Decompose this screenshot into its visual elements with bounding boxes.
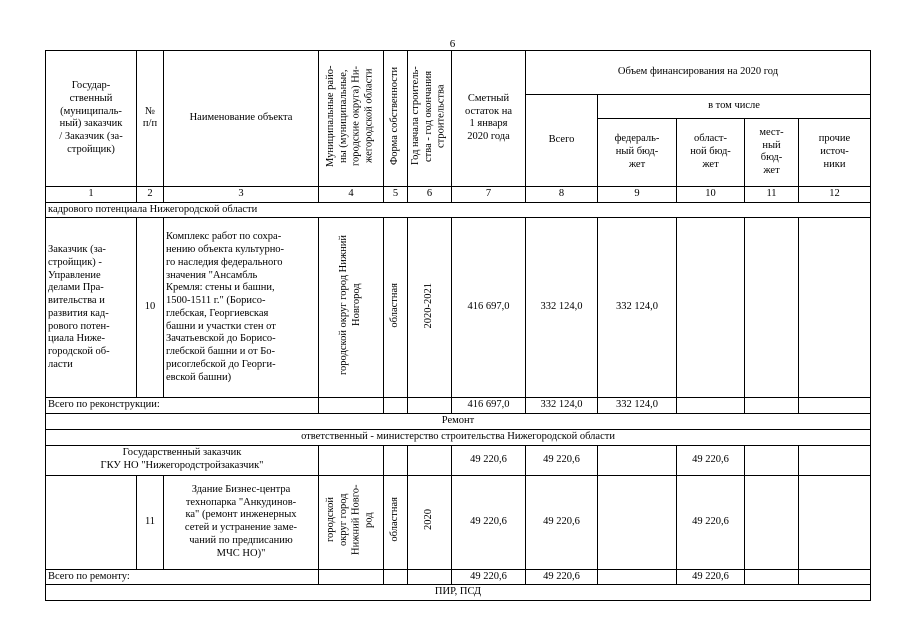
row-object: Комплекс работ по сохра- нению объекта культурно- го наследия федерального значения "Ансамбль Кремля: стены и башни, 1500-1511 г." (Борисо- глебская, Георгиевская башни и участки стен от Зачатьевской до Борисо- глебской башни и от Бо- рисоглебской до Георги- евской башни)	[164, 218, 319, 398]
row-object: Здание Бизнес-центра технопарка "Анкудинов- ка" (ремонт инженерных сетей и устранение заме- чаний по предписанию МЧС НО)"	[164, 475, 319, 569]
col-number: 4	[319, 186, 384, 202]
section-responsible: ответственный - министерство строительства Нижегородской области	[46, 429, 871, 445]
empty-cell	[408, 445, 452, 475]
empty-cell	[46, 475, 137, 569]
empty-cell	[319, 445, 384, 475]
empty-cell	[384, 569, 408, 585]
empty-cell	[745, 445, 799, 475]
empty-cell	[745, 475, 799, 569]
header-object-name: Наименование объекта	[164, 51, 319, 187]
empty-cell	[799, 445, 871, 475]
row-customer: Заказчик (за- стройщик) - Управление делами Пра- вительства и развития кад- рового потен- циала Ниже- городской об- ласти	[46, 218, 137, 398]
financing-table	[45, 50, 871, 601]
summary-estimate: 49 220,6	[452, 569, 526, 585]
summary-regional: 49 220,6	[677, 569, 745, 585]
summary-row	[46, 398, 871, 414]
row-estimate: 49 220,6	[452, 475, 526, 569]
section-continuation-title: кадрового потенциала Нижегородской области	[46, 202, 871, 218]
page-number: 6	[449, 38, 456, 50]
empty-cell	[799, 475, 871, 569]
summary-federal: 332 124,0	[598, 398, 677, 414]
table-row	[46, 218, 871, 398]
table-row	[46, 475, 871, 569]
empty-cell	[598, 445, 677, 475]
header-years: Год начала строитель- ства - год окончания строительства	[408, 51, 452, 187]
row-estimate: 49 220,6	[452, 445, 526, 475]
empty-cell	[384, 398, 408, 414]
row-customer: Государственный заказчик ГКУ НО "Нижегородстройзаказчик"	[46, 445, 319, 475]
row-ownership: областная	[384, 475, 408, 569]
empty-cell	[799, 569, 871, 585]
header-other: прочие источ- ники	[799, 118, 871, 186]
row-ownership: областная	[384, 218, 408, 398]
empty-cell	[408, 569, 452, 585]
col-number: 5	[384, 186, 408, 202]
col-number: 2	[137, 186, 164, 202]
summary-label: Всего по ремонту:	[46, 569, 319, 585]
col-number: 10	[677, 186, 745, 202]
summary-estimate: 416 697,0	[452, 398, 526, 414]
header-regional: област- ной бюд- жет	[677, 118, 745, 186]
row-local	[745, 218, 799, 398]
empty-cell	[745, 398, 799, 414]
table-row	[46, 445, 871, 475]
empty-cell	[677, 398, 745, 414]
header-including: в том числе	[598, 95, 871, 119]
row-regional: 49 220,6	[677, 475, 745, 569]
col-number: 6	[408, 186, 452, 202]
empty-cell	[408, 398, 452, 414]
row-regional: 49 220,6	[677, 445, 745, 475]
row-district: городской округ город Нижний Новгород	[319, 218, 384, 398]
empty-cell	[598, 569, 677, 585]
header-funding: Объем финансирования на 2020 год	[526, 51, 871, 95]
empty-cell	[799, 398, 871, 414]
empty-cell	[319, 398, 384, 414]
row-district: городской округ город Нижний Новго- род	[319, 475, 384, 569]
row-num: 11	[137, 475, 164, 569]
header-total: Всего	[526, 95, 598, 187]
section-title: Ремонт	[46, 414, 871, 430]
row-total: 49 220,6	[526, 445, 598, 475]
section-title: ПИР, ПСД	[46, 585, 871, 601]
column-numbers-row	[46, 186, 871, 202]
col-number: 3	[164, 186, 319, 202]
row-num: 10	[137, 218, 164, 398]
header-customer: Государ- ственный (муниципаль- ный) заказчик / Заказчик (за- стройщик)	[46, 51, 137, 187]
row-total: 49 220,6	[526, 475, 598, 569]
empty-cell	[598, 475, 677, 569]
header-federal: федераль- ный бюд- жет	[598, 118, 677, 186]
empty-cell	[384, 445, 408, 475]
col-number: 7	[452, 186, 526, 202]
col-number: 12	[799, 186, 871, 202]
row-federal: 332 124,0	[598, 218, 677, 398]
header-district: Муниципальные райо- ны (муниципальные, городские округа) Ни- жегородской области	[319, 51, 384, 187]
summary-row	[46, 569, 871, 585]
header-estimate: Сметный остаток на 1 января 2020 года	[452, 51, 526, 187]
col-number: 8	[526, 186, 598, 202]
summary-label: Всего по реконструкции:	[46, 398, 319, 414]
col-number: 11	[745, 186, 799, 202]
header-num: № п/п	[137, 51, 164, 187]
summary-total: 332 124,0	[526, 398, 598, 414]
summary-total: 49 220,6	[526, 569, 598, 585]
row-other	[799, 218, 871, 398]
row-years: 2020	[408, 475, 452, 569]
header-ownership: Форма собственности	[384, 51, 408, 187]
empty-cell	[319, 569, 384, 585]
col-number: 1	[46, 186, 137, 202]
empty-cell	[745, 569, 799, 585]
row-total: 332 124,0	[526, 218, 598, 398]
row-regional	[677, 218, 745, 398]
col-number: 9	[598, 186, 677, 202]
row-estimate: 416 697,0	[452, 218, 526, 398]
row-years: 2020-2021	[408, 218, 452, 398]
header-local: мест- ный бюд- жет	[745, 118, 799, 186]
